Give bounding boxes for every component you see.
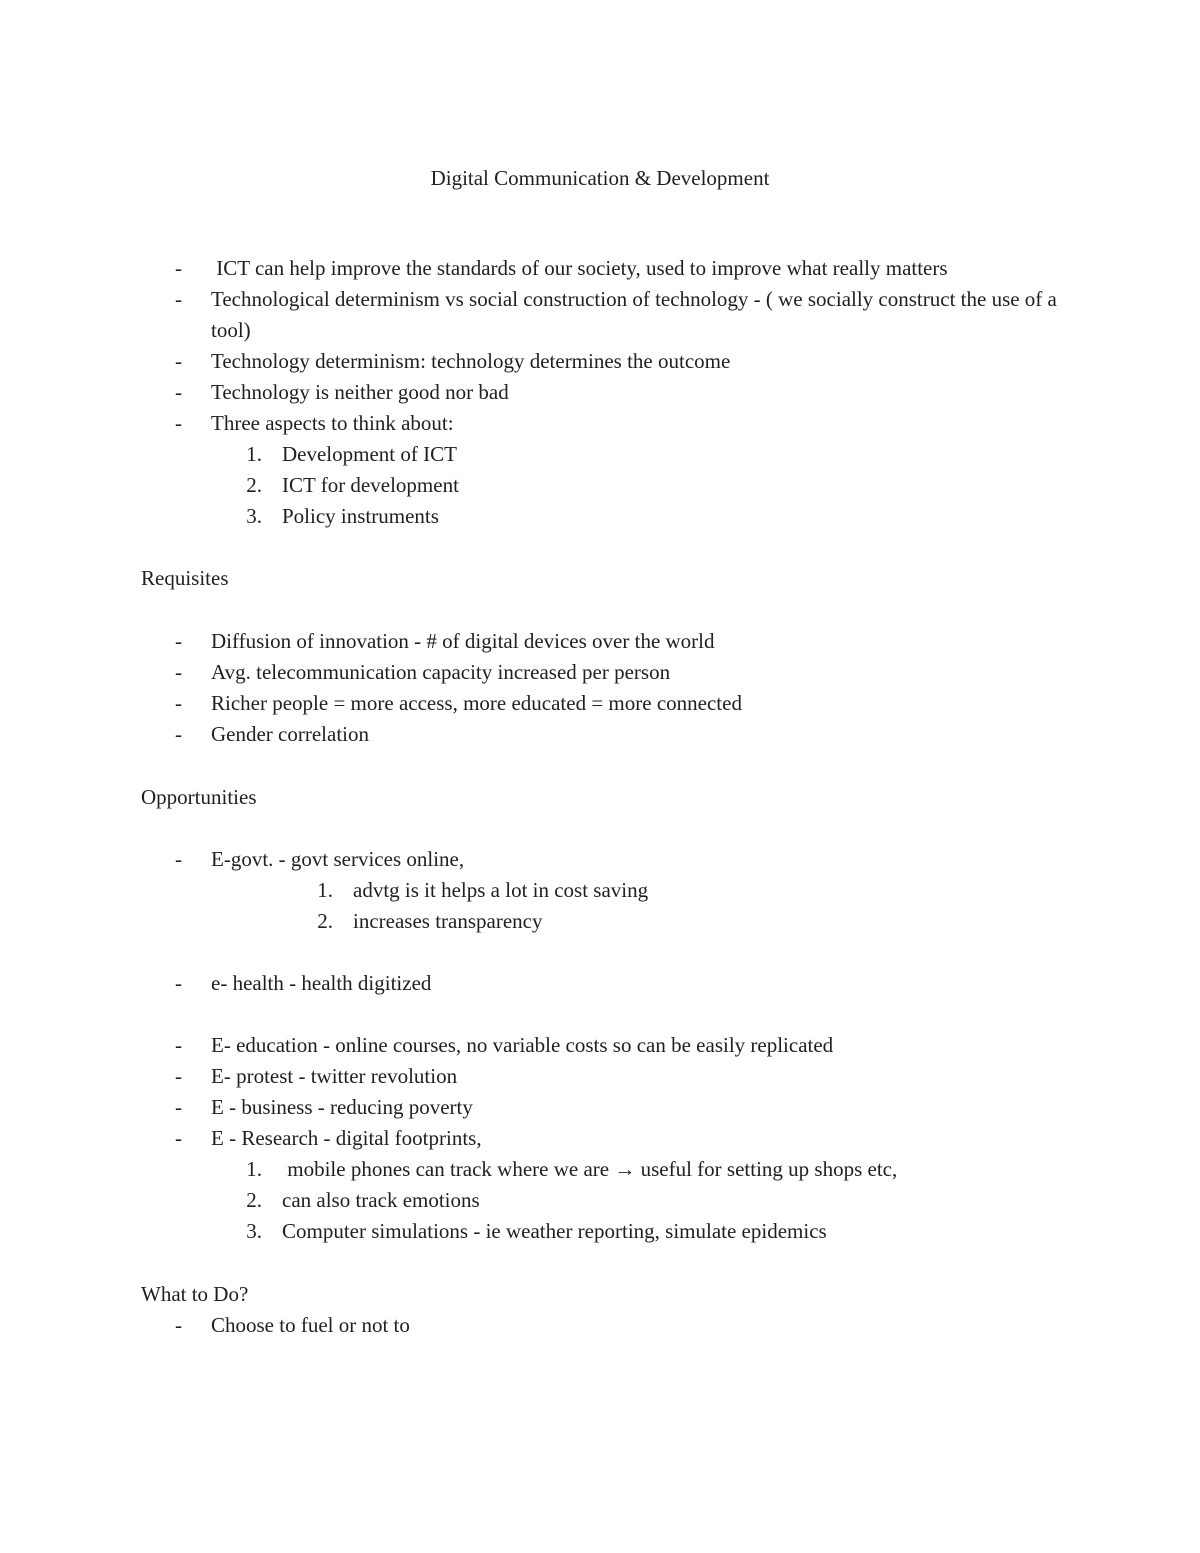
- item-number: 1.: [317, 878, 333, 902]
- document-title: Digital Communication & Development: [430, 166, 770, 190]
- item-number: 3.: [246, 504, 262, 528]
- bullet-dash: -: [175, 411, 182, 435]
- section-heading-requisites: Requisites: [141, 566, 229, 590]
- bullet-text: E- education - online courses, no variable costs so can be easily replicated: [211, 1033, 834, 1057]
- bullet-dash: -: [175, 660, 182, 684]
- bullet-dash: -: [175, 380, 182, 404]
- numbered-text: advtg is it helps a lot in cost saving: [353, 878, 649, 902]
- bullet-text: e- health - health digitized: [211, 971, 432, 995]
- bullet-text: Technological determinism vs social construction of technology - ( we socially construct the use of a tool): [211, 287, 1057, 342]
- bullet-text: ICT can help improve the standards of our society, used to improve what really matters: [211, 256, 948, 280]
- bullet-dash: -: [175, 691, 182, 715]
- bullet-text: E - business - reducing poverty: [211, 1095, 473, 1119]
- bullet-dash: -: [175, 287, 182, 311]
- bullet-dash: -: [175, 1313, 182, 1337]
- section-heading-opportunities: Opportunities: [141, 785, 257, 809]
- bullet-dash: -: [175, 1126, 182, 1150]
- bullet-dash: -: [175, 971, 182, 995]
- numbered-text: mobile phones can track where we are → useful for setting up shops etc,: [282, 1157, 898, 1181]
- bullet-text: Gender correlation: [211, 722, 370, 746]
- numbered-text: Development of ICT: [282, 442, 457, 466]
- item-number: 2.: [317, 909, 333, 933]
- bullet-dash: -: [175, 1095, 182, 1119]
- bullet-text: E- protest - twitter revolution: [211, 1064, 458, 1088]
- numbered-text: Policy instruments: [282, 504, 439, 528]
- item-number: 1.: [246, 1157, 262, 1181]
- bullet-dash: -: [175, 1033, 182, 1057]
- bullet-text: Technology determinism: technology determines the outcome: [211, 349, 731, 373]
- bullet-dash: -: [175, 256, 182, 280]
- bullet-dash: -: [175, 847, 182, 871]
- numbered-text: can also track emotions: [282, 1188, 480, 1212]
- bullet-dash: -: [175, 722, 182, 746]
- numbered-text: increases transparency: [353, 909, 543, 933]
- bullet-text: Richer people = more access, more educated = more connected: [211, 691, 742, 715]
- item-number: 3.: [246, 1219, 262, 1243]
- bullet-text: Three aspects to think about:: [211, 411, 454, 435]
- item-number: 1.: [246, 442, 262, 466]
- item-number: 2.: [246, 1188, 262, 1212]
- item-number: 2.: [246, 473, 262, 497]
- bullet-text: Avg. telecommunication capacity increased per person: [211, 660, 671, 684]
- bullet-dash: -: [175, 349, 182, 373]
- bullet-text: E-govt. - govt services online,: [211, 847, 465, 871]
- bullet-dash: -: [175, 1064, 182, 1088]
- section-heading-what-to-do: What to Do?: [141, 1282, 249, 1306]
- bullet-text: E - Research - digital footprints,: [211, 1126, 482, 1150]
- bullet-dash: -: [175, 629, 182, 653]
- numbered-text: Computer simulations - ie weather reporting, simulate epidemics: [282, 1219, 827, 1243]
- bullet-text: Diffusion of innovation - # of digital devices over the world: [211, 629, 715, 653]
- numbered-text: ICT for development: [282, 473, 459, 497]
- bullet-text: Choose to fuel or not to: [211, 1313, 410, 1337]
- bullet-text: Technology is neither good nor bad: [211, 380, 509, 404]
